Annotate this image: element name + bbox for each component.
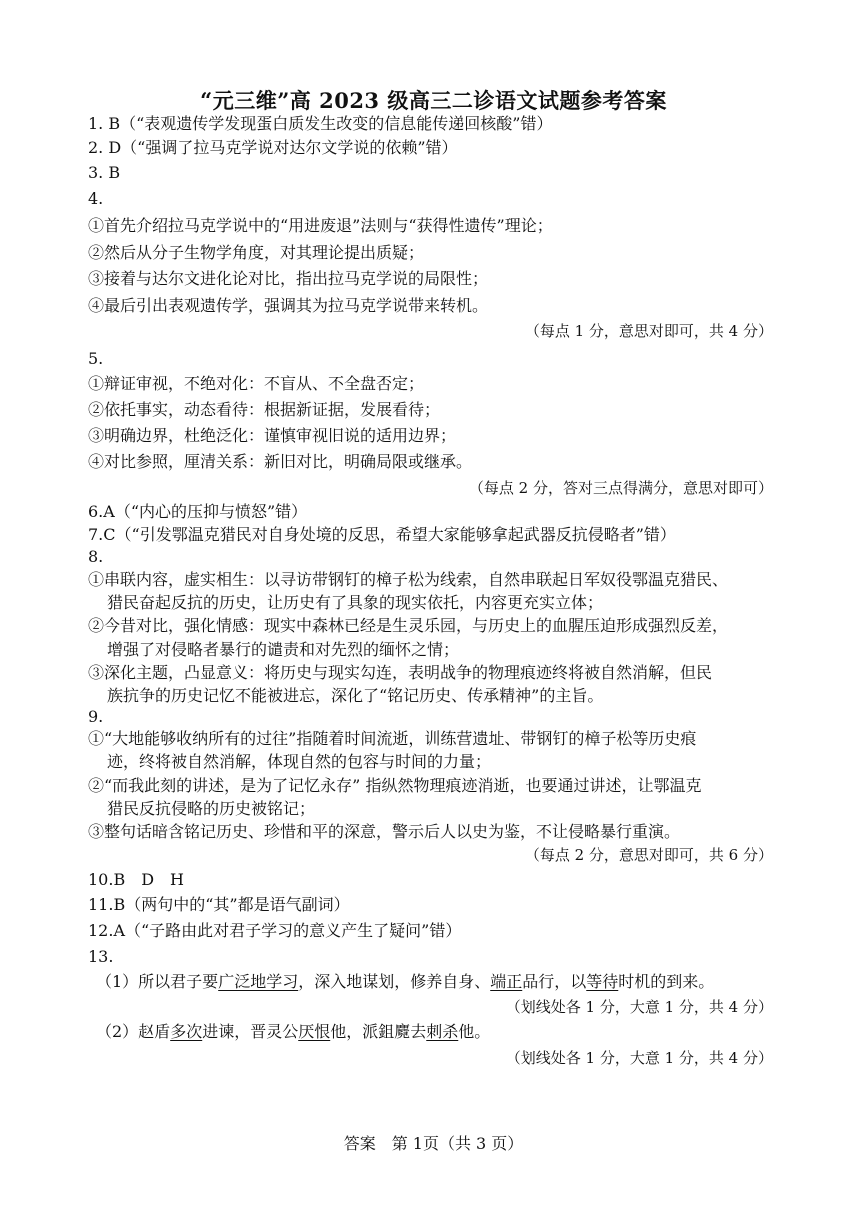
q13-1-text-d: 时机的到来。 — [618, 972, 715, 991]
q13-1-underline-b: 端正 — [490, 972, 523, 991]
answer-q5-point-2: ②依托事实，动态看待：根据新证据，发展看待； — [88, 400, 441, 419]
answer-q9-score: （每点 2 分，意思对即可，共 6 分） — [524, 846, 773, 864]
q13-2-underline-a: 多次 — [170, 1022, 203, 1041]
answer-q6: 6.A（“内心的压抑与愤怒”错） — [88, 502, 308, 521]
answer-q8-point-3: ③深化主题，凸显意义：将历史与现实勾连，表明战争的物理痕迹终将被自然消解，但民 — [88, 663, 713, 682]
answer-q8-point-2: ②今昔对比，强化情感：现实中森林已经是生灵乐园，与历史上的血腥压迫形成强烈反差， — [88, 616, 729, 635]
answer-q9-point-2: ②“而我此刻的讲述，是为了记忆永存” 指纵然物理痕迹消逝，也要通过讲述，让鄂温克 — [88, 776, 702, 795]
answer-q1: 1. B（“表观遗传学发现蛋白质发生改变的信息能传递回核酸”错） — [88, 114, 553, 133]
q13-1-underline-a: 广泛地学习 — [218, 972, 299, 991]
q13-1-underline-c: 等待 — [586, 972, 619, 991]
answer-q13-part-2 — [96, 1021, 490, 1043]
answer-q7: 7.C（“引发鄂温克猎民对自身处境的反思，希望大家能够拿起武器反抗侵略者”错） — [88, 525, 676, 544]
answer-q5-point-1: ①辩证审视，不绝对化：不盲从、不全盘否定； — [88, 374, 425, 393]
q13-2-text-c: 他，派鉏麑去 — [330, 1022, 427, 1041]
answer-q4-number: 4. — [88, 189, 104, 208]
page-title: “元三维”高 2023 级高三二诊语文试题参考答案 — [200, 88, 667, 113]
answer-q8-point-1: ①串联内容，虚实相生：以寻访带钢钉的樟子松为线索，自然串联起日军奴役鄂温克猎民、 — [88, 570, 729, 589]
q13-1-text-b: ，深入地谋划，修养自身、 — [298, 972, 491, 991]
answer-q5-score: （每点 2 分，答对三点得满分，意思对即可） — [468, 479, 773, 497]
answer-q9-point-2-cont: 猎民反抗侵略的历史被铭记； — [107, 799, 316, 818]
answer-q4-point-1: ①首先介绍拉马克学说中的“用进废退”法则与“获得性遗传”理论； — [88, 216, 553, 235]
answer-q9-point-1: ①“大地能够收纳所有的过往”指随着时间流逝，训练营遗址、带钢钉的樟子松等历史痕 — [88, 729, 697, 748]
answer-q13-number: 13. — [88, 947, 114, 966]
answer-q9-point-3: ③整句话暗含铭记历史、珍惜和平的深意，警示后人以史为鉴，不让侵略暴行重演。 — [88, 822, 681, 841]
answer-q5-point-3: ③明确边界，杜绝泛化：谨慎审视旧说的适用边界； — [88, 426, 457, 445]
q13-2-underline-b: 厌恨 — [298, 1022, 331, 1041]
q13-2-underline-c: 刺杀 — [426, 1022, 459, 1041]
answer-q4-point-3: ③接着与达尔文进化论对比，指出拉马克学说的局限性； — [88, 269, 489, 288]
q13-1-text-a: （1）所以君子要 — [96, 972, 219, 991]
answer-q9-point-1-cont: 迹，终将被自然消解，体现自然的包容与时间的力量； — [107, 752, 492, 771]
answer-q10: 10.B D H — [88, 870, 184, 889]
answer-q8-point-3-cont: 族抗争的历史记忆不能被进忘，深化了“铭记历史、传承精神”的主旨。 — [107, 686, 604, 705]
q13-2-text-d: 他。 — [458, 1022, 491, 1041]
answer-q4-score: （每点 1 分，意思对即可，共 4 分） — [524, 322, 773, 340]
answer-q5-number: 5. — [88, 349, 104, 368]
answer-q5-point-4: ④对比参照，厘清关系：新旧对比，明确局限或继承。 — [88, 452, 473, 471]
answer-q8-point-1-cont: 猎民奋起反抗的历史，让历史有了具象的现实依托，内容更充实立体； — [107, 593, 604, 612]
q13-2-text-b: 进谏，晋灵公 — [202, 1022, 299, 1041]
answer-q8-number: 8. — [88, 547, 104, 566]
answer-q3: 3. B — [88, 163, 121, 182]
answer-q9-number: 9. — [88, 707, 104, 726]
answer-q8-point-2-cont: 增强了对侵略者暴行的谴责和对先烈的缅怀之情； — [107, 640, 460, 659]
answer-q13-part-1-score: （划线处各 1 分，大意 1 分，共 4 分） — [505, 998, 773, 1016]
answer-q11: 11.B（两句中的“其”都是语气副词） — [88, 895, 350, 914]
answer-q4-point-2: ②然后从分子生物学角度，对其理论提出质疑； — [88, 243, 425, 262]
q13-2-text-a: （2）赵盾 — [96, 1022, 171, 1041]
q13-1-text-c: 品行，以 — [522, 972, 587, 991]
answer-q4-point-4: ④最后引出表观遗传学，强调其为拉马克学说带来转机。 — [88, 296, 489, 315]
answer-q12: 12.A（“子路由此对君子学习的意义产生了疑问”错） — [88, 921, 462, 940]
answer-q13-part-2-score: （划线处各 1 分，大意 1 分，共 4 分） — [505, 1049, 773, 1067]
answer-q13-part-1 — [96, 971, 714, 993]
answer-q2: 2. D（“强调了拉马克学说对达尔文学说的依赖”错） — [88, 138, 458, 157]
page-footer: 答案 第 1页（共 3 页） — [343, 1134, 524, 1153]
